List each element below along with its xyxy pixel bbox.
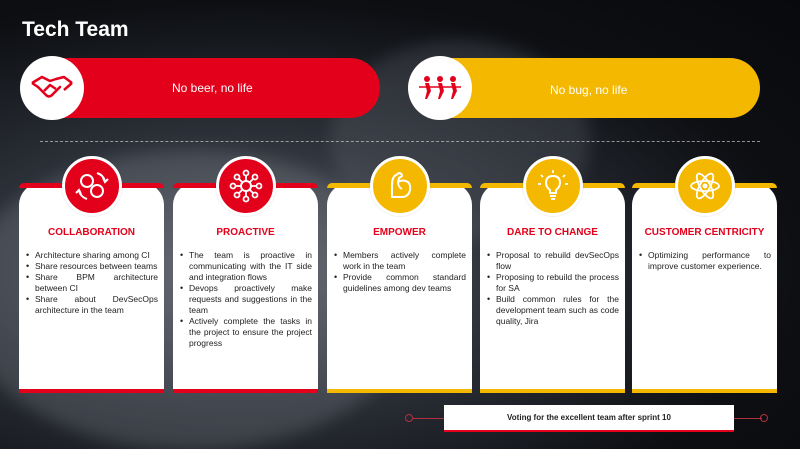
card-bullet-list [486,250,619,327]
cycle-arrows-icon [62,156,122,216]
handshake-icon [20,56,84,120]
bullet-item: • Provide common standard guidelines among dev teams [333,272,466,294]
dashed-divider [40,141,760,142]
card-title: EMPOWER [373,227,426,238]
vote-line-right [734,418,762,419]
card-title: DARE TO CHANGE [507,227,598,238]
bullet-item: • Share resources between teams [25,261,158,272]
motto-text: No bug, no life [550,83,628,97]
vote-line-left [412,418,444,419]
voting-banner: Voting for the excellent team after sprint 10 [444,405,734,432]
vote-dot-right [760,414,768,422]
bullet-item: • Share BPM architecture between CI [25,272,158,294]
card-bullet-list [333,250,466,294]
lightbulb-icon [523,156,583,216]
vote-dot-left [405,414,413,422]
card-proactive [173,183,318,393]
card-bottom-band [632,389,777,393]
bullet-item: • Proposal to rebuild devSecOps flow [486,250,619,272]
card-collaboration [19,183,164,393]
card-dare-to-change [480,183,625,393]
bullet-item: • Architecture sharing among CI [25,250,158,261]
card-bottom-band [480,389,625,393]
card-title: COLLABORATION [47,227,136,238]
card-customer-centricity [632,183,777,393]
page-title: Tech Team [22,18,129,41]
bullet-item: • Members actively complete work in the team [333,250,466,272]
card-bottom-band [327,389,472,393]
card-title: PROACTIVE [216,227,275,238]
card-bullet-list [179,250,312,349]
network-hub-icon [216,156,276,216]
bullet-item: • Proposing to rebuild the process for SA [486,272,619,294]
bullet-item: • The team is proactive in communicating with the IT side and integration flows [179,250,312,283]
motto-pill-beer [22,58,380,118]
bullet-item: • Actively complete the tasks in the project to ensure the project progress [179,316,312,349]
card-bullet-list [638,250,771,272]
bullet-item: • Build common rules for the development team such as code quality, Jira [486,294,619,327]
card-bullet-list [25,250,158,316]
bullet-item: • Devops proactively make requests and suggestions in the team [179,283,312,316]
card-bottom-band [173,389,318,393]
bullet-item: • Share about DevSecOps architecture in the team [25,294,158,316]
team-rowing-icon [408,56,472,120]
card-title: CUSTOMER CENTRICITY [644,227,765,238]
card-bottom-band [19,389,164,393]
atom-icon [675,156,735,216]
flexed-arm-icon [370,156,430,216]
bullet-item: • Optimizing performance to improve customer experience. [638,250,771,272]
motto-text: No beer, no life [172,81,253,95]
card-empower [327,183,472,393]
motto-pill-bug [410,58,760,118]
